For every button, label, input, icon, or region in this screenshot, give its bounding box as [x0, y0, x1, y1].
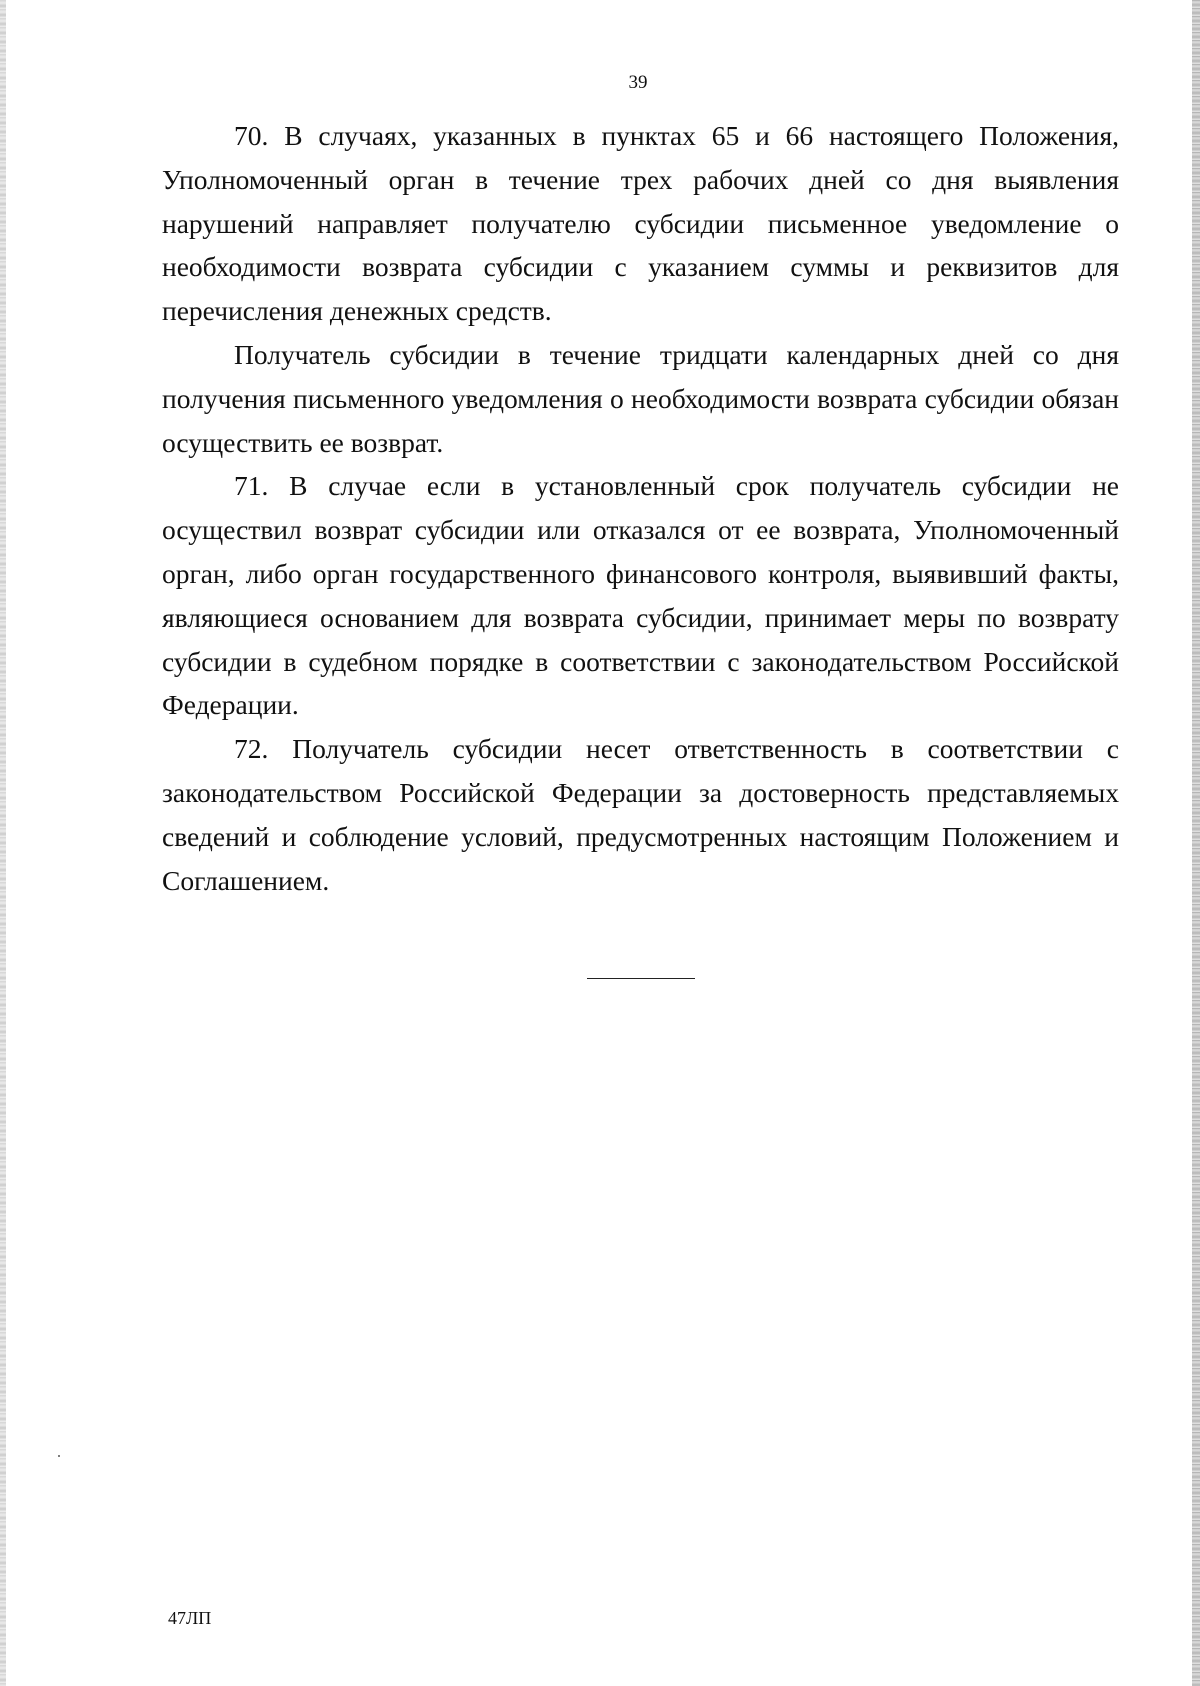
end-divider — [587, 978, 695, 979]
scan-edge-left — [0, 0, 6, 1686]
paragraph-70-continued: Получатель субсидии в течение тридцати календарных дней со дня получения письменного уведомления о необходимости возврата субсидии обязан осуществить ее возврат. — [162, 338, 1119, 458]
scan-edge-right — [1192, 0, 1200, 1686]
paragraph-72: 72. Получатель субсидии несет ответственность в соответствии с законодательством Российской Федерации за достоверность представляемых сведений и соблюдение условий, предусмотренных настоящим Положением и Соглашением. — [162, 733, 1119, 896]
paragraph-70: 70. В случаях, указанных в пунктах 65 и 66 настоящего Положения, Уполномоченный орган в течение трех рабочих дней со дня выявления нарушений направляет получателю субсидии письменное уведомление о необходимости возврата субсидии с указанием суммы и реквизитов для перечисления денежных средств. — [162, 120, 1119, 327]
footer-document-code: 47ЛП — [168, 1608, 212, 1628]
page-number: 39 — [628, 72, 648, 93]
paragraph-71: 71. В случае если в установленный срок получатель субсидии не осуществил возврат субсидии или отказался от ее возврата, Уполномоченный орган, либо орган государственного финансового контроля, выявивший факты, являющиеся основанием для возврата субсидии, принимает меры по возврату субсидии в судебном порядке в соответствии с законодательством Российской Федерации. — [162, 470, 1119, 721]
scan-speck — [58, 1455, 60, 1457]
document-body — [162, 114, 1119, 902]
